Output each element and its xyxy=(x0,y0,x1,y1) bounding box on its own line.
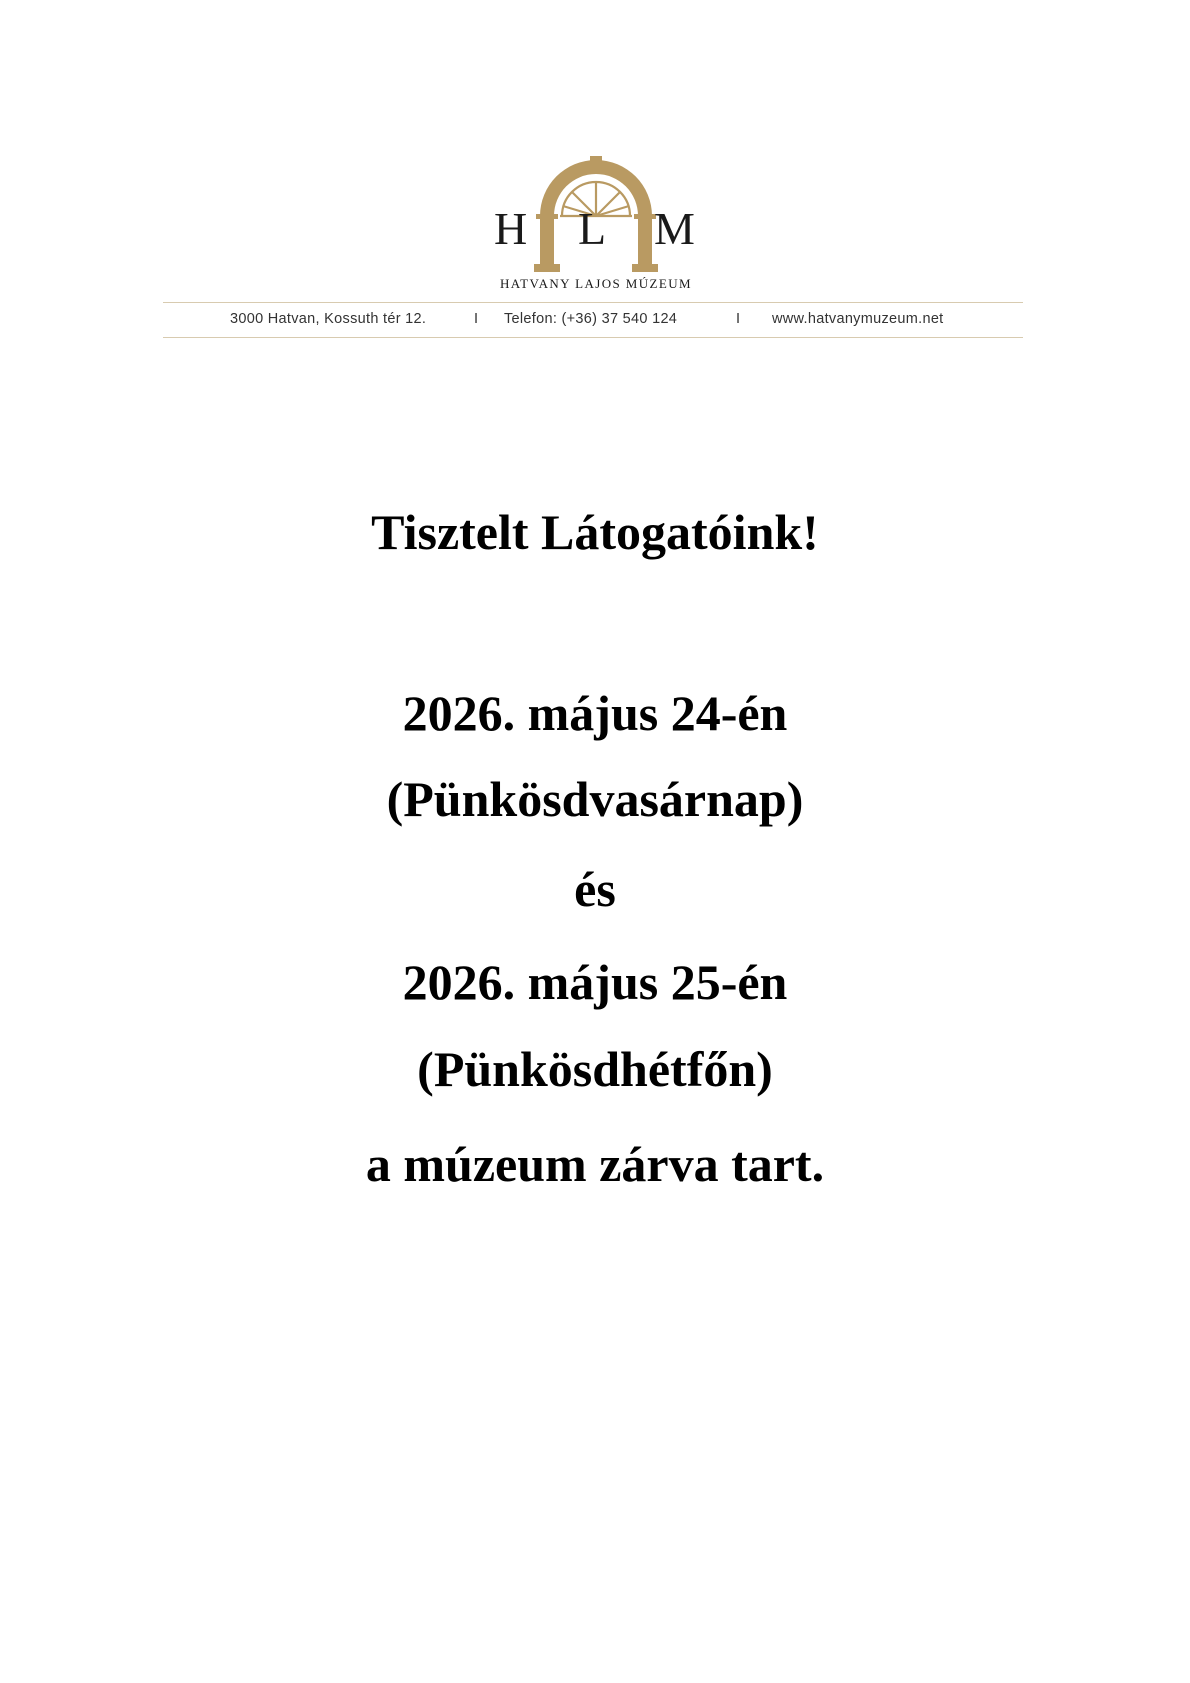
phone-number: Telefon: (+36) 37 540 124 xyxy=(504,311,678,327)
notice-line: 2026. május 24-én xyxy=(402,685,788,741)
separator: I xyxy=(474,311,479,327)
notice-line: (Pünkösdvasárnap) xyxy=(386,771,804,827)
logo-letter-l: L xyxy=(578,203,607,254)
logo-letter-h: H xyxy=(494,203,528,254)
museum-logo xyxy=(490,156,702,298)
address: 3000 Hatvan, Kossuth tér 12. xyxy=(230,311,427,327)
letterhead xyxy=(0,0,1190,350)
notice-line: és xyxy=(574,861,616,917)
museum-name: HATVANY LAJOS MÚZEUM xyxy=(500,276,692,291)
contact-info-bar xyxy=(163,302,1023,338)
notice-line: (Pünkösdhétfőn) xyxy=(417,1041,773,1097)
notice-greeting: Tisztelt Látogatóink! xyxy=(371,504,819,560)
separator: I xyxy=(736,311,741,327)
website-link[interactable]: www.hatvanymuzeum.net xyxy=(772,311,944,327)
logo-letter-m: M xyxy=(654,203,695,254)
notice-line: 2026. május 25-én xyxy=(402,954,788,1010)
notice-line: a múzeum zárva tart. xyxy=(365,1136,825,1192)
